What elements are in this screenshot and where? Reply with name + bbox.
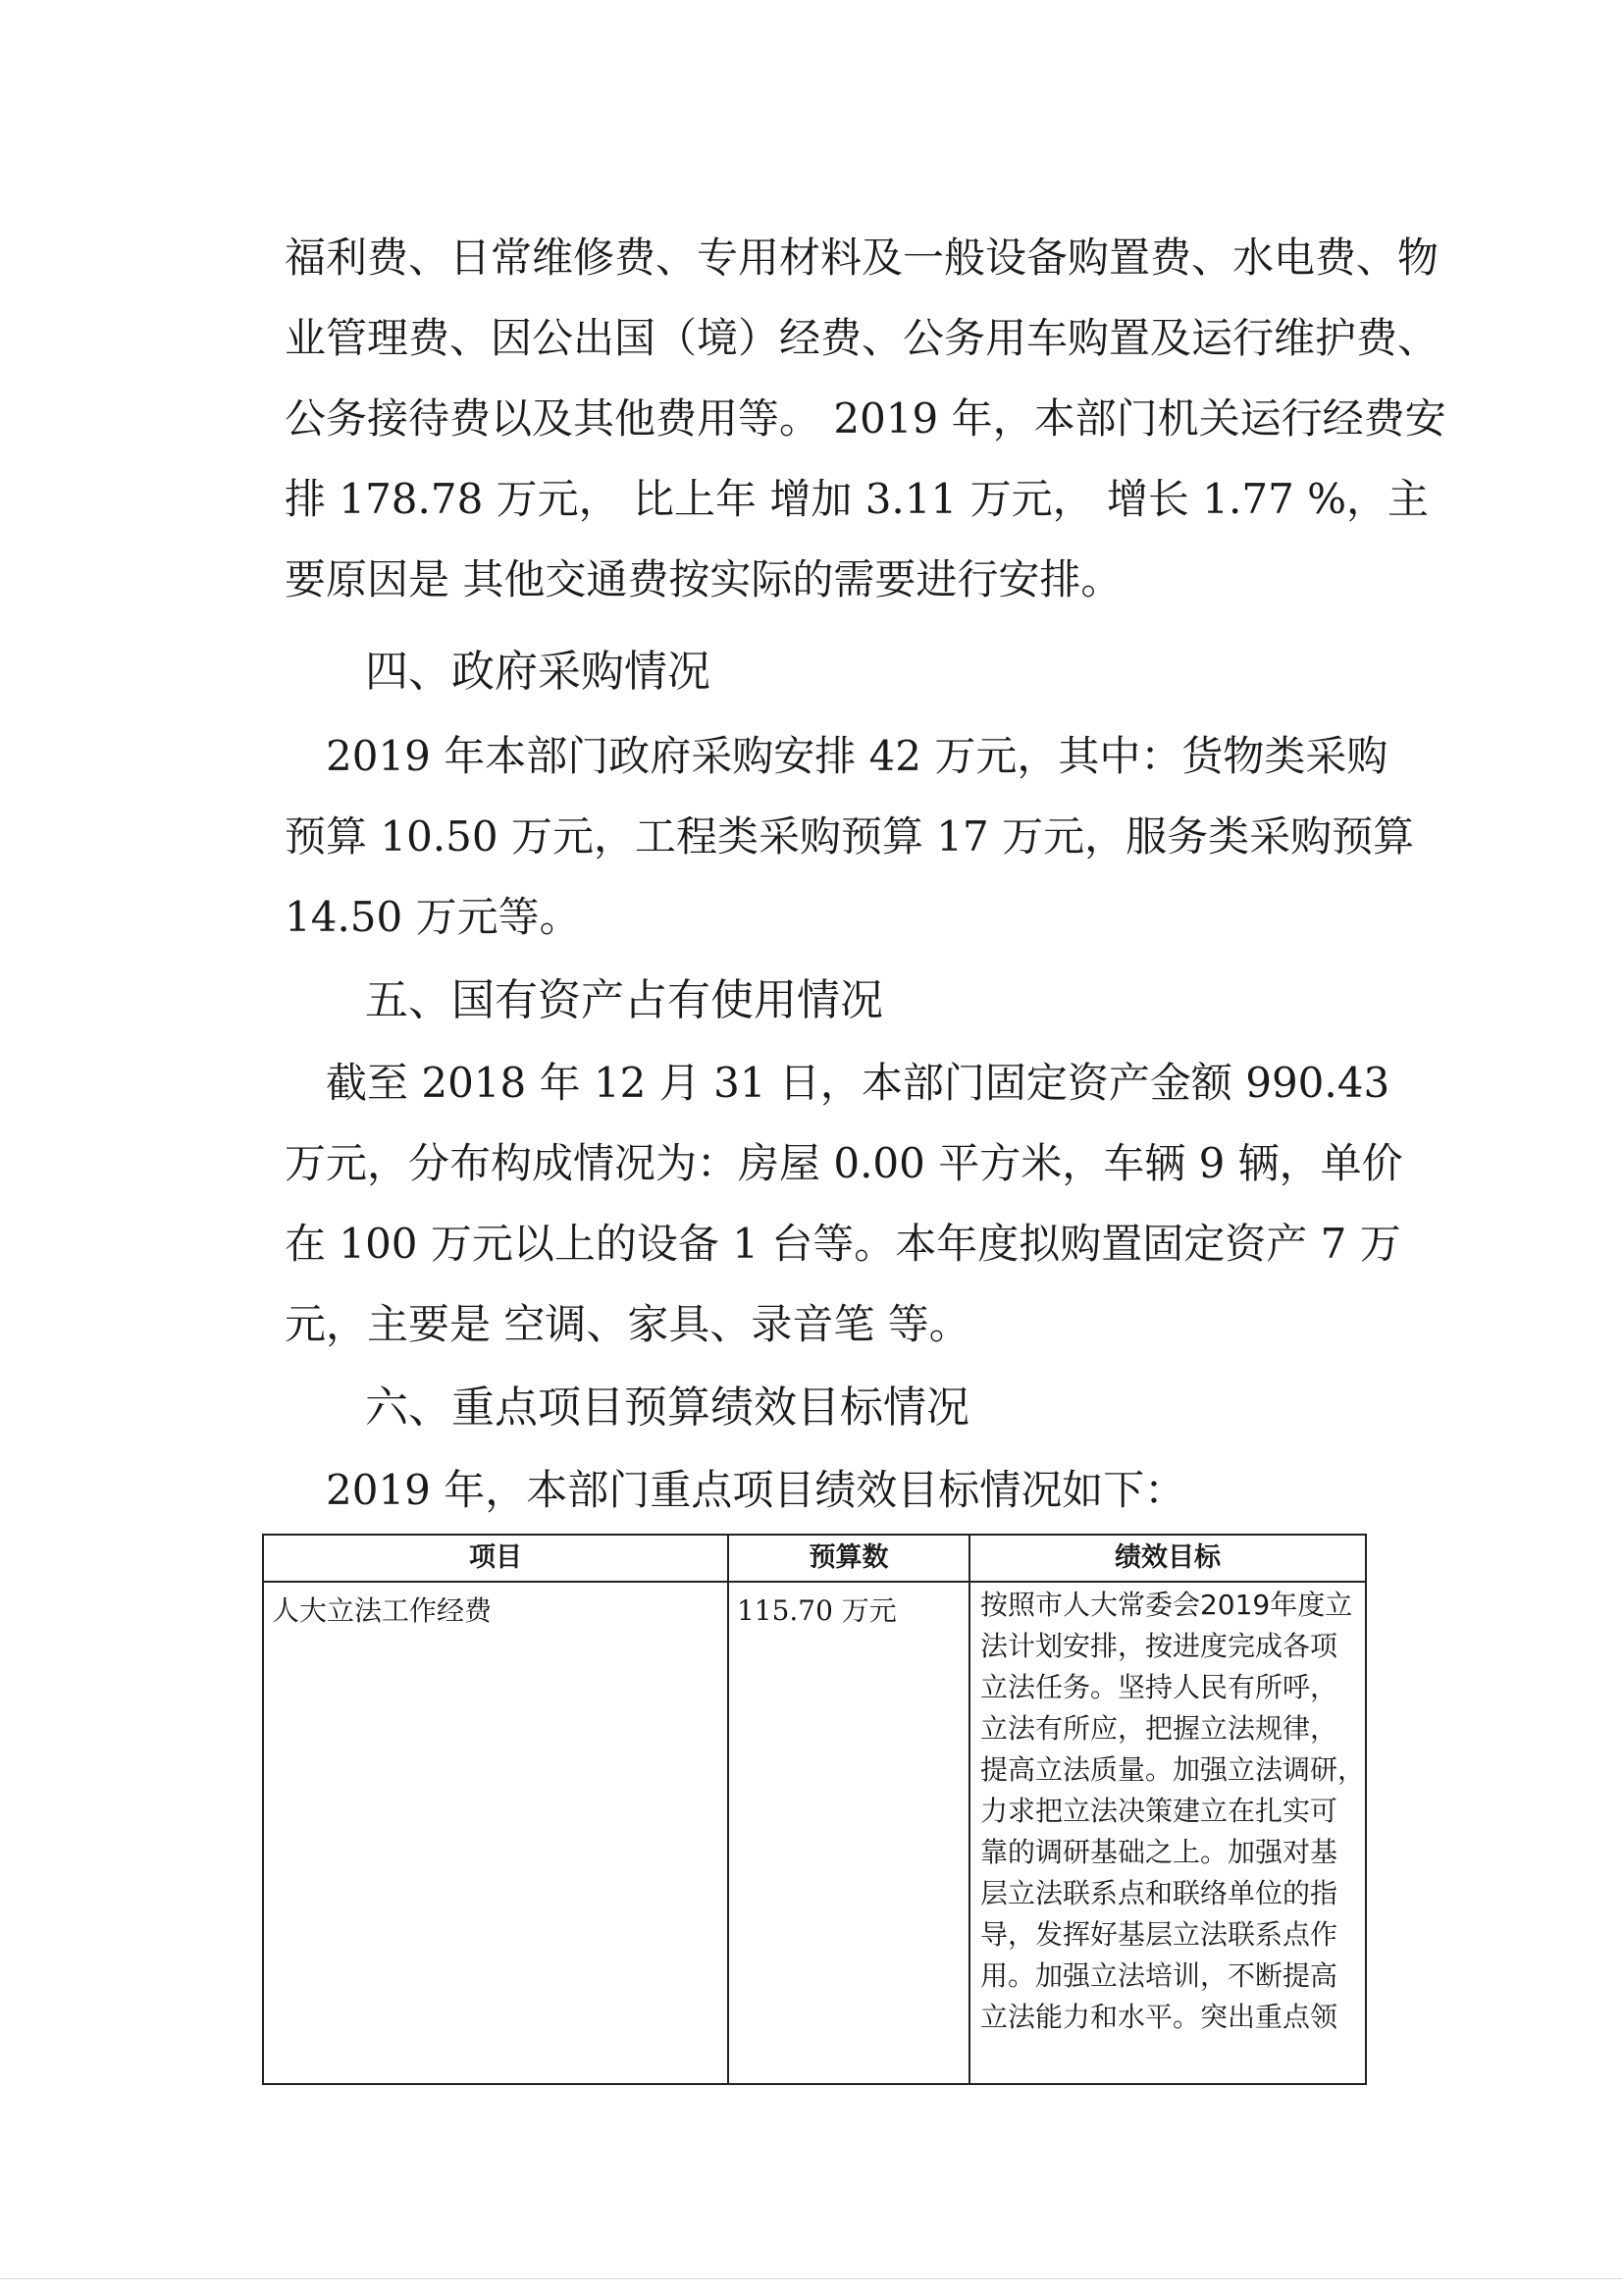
section6-intro [285, 1450, 1364, 1531]
page-edge-rule [0, 2278, 1623, 2279]
text-line: 预算 10.50 万元，工程类采购预算 17 万元，服务类采购预算 [285, 812, 1415, 861]
table-header-row [263, 1535, 1366, 1582]
goal-line: 按照市人大常委会2019年度立 [979, 1589, 1353, 1621]
text-line: 2019 年，本部门重点项目绩效目标情况如下： [285, 1466, 1186, 1514]
goal-line: 立法任务。坚持人民有所呼， [979, 1671, 1337, 1703]
goal-line: 提高立法质量。加强立法调研， [979, 1753, 1365, 1786]
goal-cell [969, 1582, 1366, 2084]
header-budget: 预算数 [728, 1535, 969, 1582]
goal-line: 立法能力和水平。突出重点领 [979, 2001, 1337, 2033]
table-row [263, 1582, 1366, 2084]
header-goal: 绩效目标 [969, 1535, 1366, 1582]
performance-goals-table [262, 1534, 1367, 2085]
section4-paragraph [285, 716, 1415, 958]
text-line: 14.50 万元等。 [285, 893, 581, 941]
goal-line: 层立法联系点和联络单位的指 [979, 1877, 1337, 1909]
text-line: 在 100 万元以上的设备 1 台等。本年度拟购置固定资产 7 万 [285, 1220, 1401, 1268]
goal-text [970, 1583, 1365, 2038]
goal-line: 法计划安排，按进度完成各项 [979, 1630, 1337, 1662]
goal-line: 立法有所应，把握立法规律， [979, 1712, 1337, 1745]
project-name: 人大立法工作经费 [272, 1594, 493, 1627]
goal-line: 导，发挥好基层立法联系点作 [979, 1918, 1337, 1951]
text-line: 业管理费、因公出国（境）经费、公务用车购置及运行维护费、 [285, 314, 1440, 362]
section6-heading: 六、重点项目预算绩效目标情况 [365, 1383, 969, 1433]
text-line: 万元，分布构成情况为：房屋 0.00 平方米，车辆 9 辆，单价 [285, 1139, 1403, 1187]
text-line: 元，主要是 空调、家具、录音笔 等。 [285, 1300, 970, 1348]
text-line: 截至 2018 年 12 月 31 日，本部门固定资产金额 990.43 [285, 1059, 1390, 1107]
budget-cell [728, 1582, 969, 2084]
text-line: 福利费、日常维修费、专用材料及一般设备购置费、水电费、物 [285, 234, 1440, 282]
project-cell [263, 1582, 728, 2084]
text-line: 排 178.78 万元， 比上年 增加 3.11 万元， 增长 1.77 %，主 [285, 475, 1430, 523]
section5-paragraph [285, 1043, 1403, 1365]
text-line: 要原因是 其他交通费按实际的需要进行安排。 [285, 555, 1123, 603]
text-line: 2019 年本部门政府采购安排 42 万元，其中：货物类采购 [285, 732, 1388, 780]
budget-amount: 115.70 万元 [736, 1594, 897, 1627]
goal-line: 力求把立法决策建立在扎实可 [979, 1795, 1337, 1827]
section5-heading: 五、国有资产占有使用情况 [365, 975, 883, 1025]
header-project: 项目 [263, 1535, 728, 1582]
section4-heading: 四、政府采购情况 [365, 647, 710, 697]
goal-line: 用。加强立法培训，不断提高 [979, 1959, 1337, 1992]
goal-line: 靠的调研基础之上。加强对基 [979, 1836, 1337, 1868]
text-line: 公务接待费以及其他费用等。 2019 年，本部门机关运行经费安 [285, 394, 1446, 443]
section3-tail-paragraph [285, 218, 1446, 620]
